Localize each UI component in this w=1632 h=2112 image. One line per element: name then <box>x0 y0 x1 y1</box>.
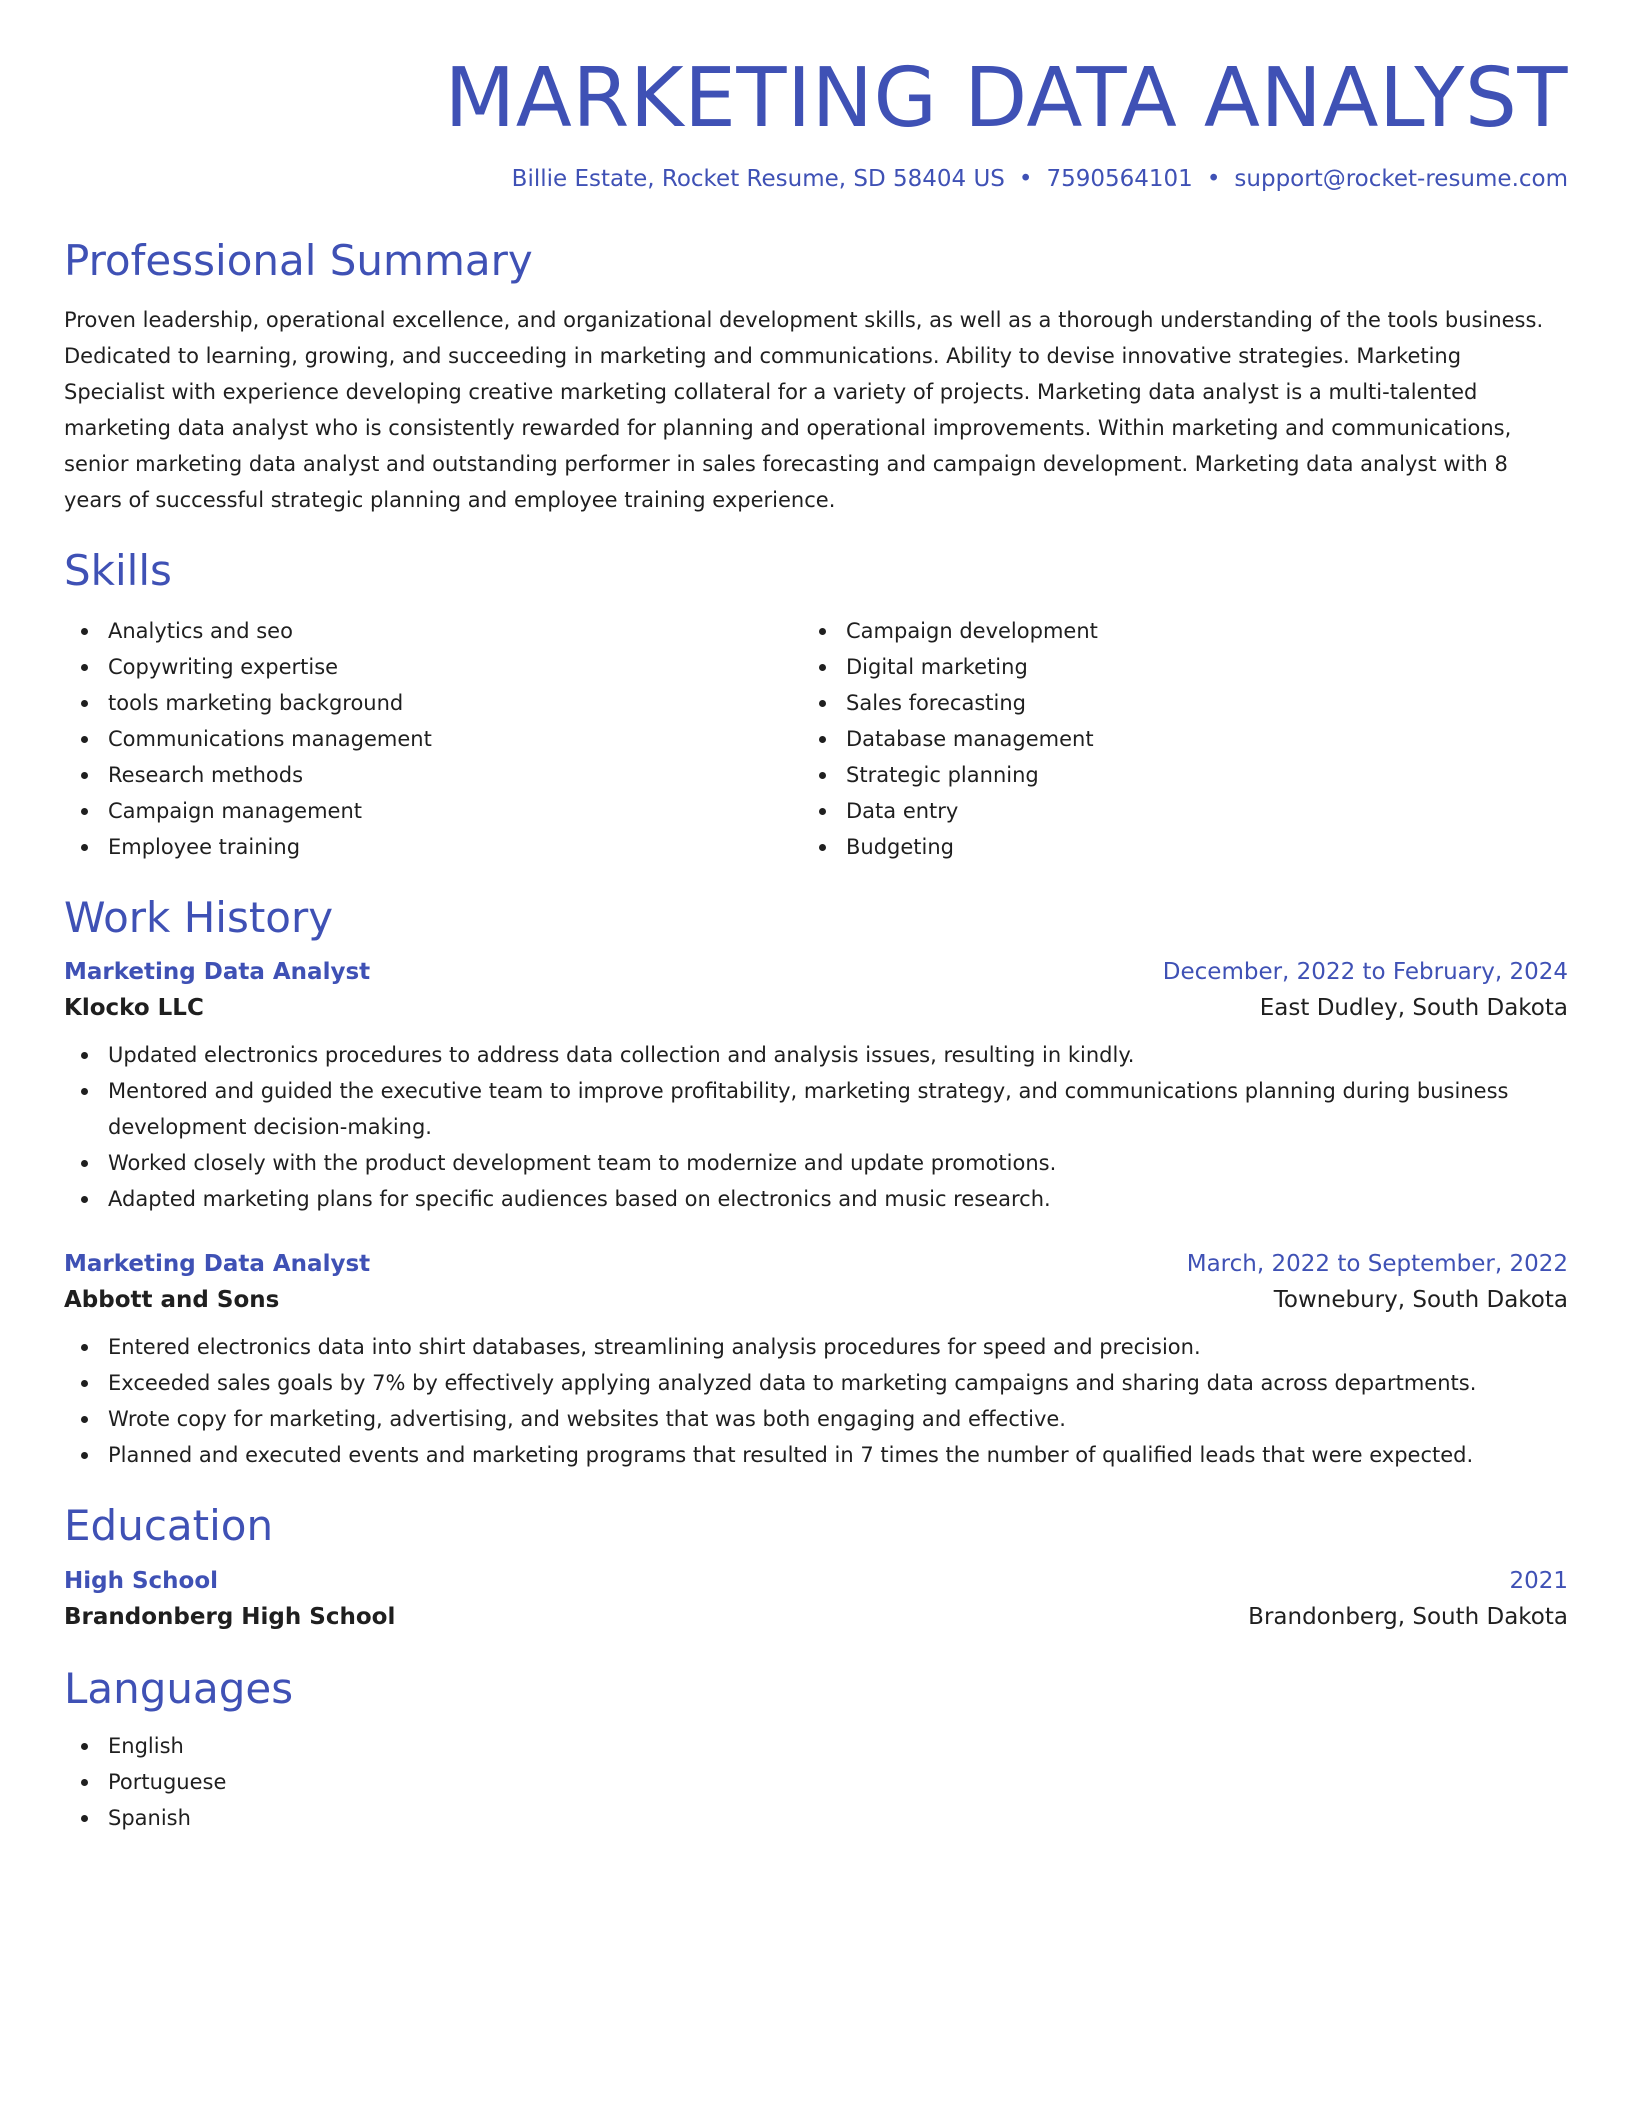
language-item: English <box>64 1728 1568 1764</box>
job-dates: December, 2022 to February, 2024 <box>1162 959 1568 986</box>
job-bullet: Planned and executed events and marketing programs that resulted in 7 times the number of qualified leads that were expected. <box>64 1437 1568 1473</box>
skill-item: Employee training <box>64 829 802 865</box>
job-header-row <box>64 959 1568 985</box>
job-bullet: Mentored and guided the executive team to improve profitability, marketing strategy, and communications planning during business development decision-making. <box>64 1073 1568 1145</box>
language-item: Spanish <box>64 1800 1568 1836</box>
job-company: Klocko LLC <box>64 995 204 1022</box>
skill-item: Analytics and seo <box>64 613 802 649</box>
skill-item: Strategic planning <box>802 757 1540 793</box>
summary-text: Proven leadership, operational excellence, and organizational development skills, as well as a thorough understanding of the tools business. Dedicated to learning, growing, and succeeding in marketing and communications. Ability to devise innovative strategies. Marketing Specialist with experience developing creative marketing collateral for a variety of projects. Marketing data analyst is a multi-talented marketing data analyst who is consistently rewarded for planning and operational improvements. Within marketing and communications, senior marketing data analyst and outstanding performer in sales forecasting and campaign development. Marketing data analyst with 8 years of successful strategic planning and employee training experience. <box>64 308 1544 513</box>
education-year: 2021 <box>1509 1567 1568 1594</box>
section-title-education: Education <box>64 1501 274 1551</box>
job-bullets <box>64 1037 1568 1217</box>
summary-section <box>64 236 1568 518</box>
skills-grid <box>64 613 1568 865</box>
skill-item: Copywriting expertise <box>64 649 802 685</box>
job-title: Marketing Data Analyst <box>64 1251 371 1278</box>
education-school: Brandonberg High School <box>64 1603 396 1630</box>
job-entry <box>64 1251 1568 1473</box>
work-history-section <box>64 893 1568 1473</box>
education-section <box>64 1501 1568 1629</box>
language-item: Portuguese <box>64 1764 1568 1800</box>
job-bullet: Wrote copy for marketing, advertising, and websites that was both engaging and effective. <box>64 1401 1568 1437</box>
section-title-skills: Skills <box>64 546 172 596</box>
section-title-summary: Professional Summary <box>64 236 533 286</box>
job-company-row <box>64 995 1568 1021</box>
skill-item: Data entry <box>802 793 1540 829</box>
education-degree: High School <box>64 1567 219 1594</box>
skill-item: Research methods <box>64 757 802 793</box>
job-bullet: Exceeded sales goals by 7% by effectively applying analyzed data to marketing campaigns and sharing data across departments. <box>64 1365 1568 1401</box>
skill-item: tools marketing background <box>64 685 802 721</box>
education-header-row <box>64 1568 1568 1594</box>
skill-item: Database management <box>802 721 1540 757</box>
skill-item: Digital marketing <box>802 649 1540 685</box>
education-entry <box>64 1568 1568 1630</box>
contact-phone[interactable]: 7590564101 <box>1046 166 1193 193</box>
contact-address: Billie Estate, Rocket Resume, SD 58404 US <box>511 166 1005 193</box>
languages-list <box>64 1728 1568 1836</box>
education-location: Brandonberg, South Dakota <box>1248 1603 1568 1630</box>
job-entry <box>64 959 1568 1217</box>
skill-item: Budgeting <box>802 829 1540 865</box>
languages-section <box>64 1664 1568 1836</box>
skills-column-right <box>802 613 1540 865</box>
contact-email[interactable]: support@rocket-resume.com <box>1234 166 1568 193</box>
job-bullet: Adapted marketing plans for specific audiences based on electronics and music research. <box>64 1181 1568 1217</box>
section-title-languages: Languages <box>64 1663 294 1713</box>
job-location: East Dudley, South Dakota <box>1259 995 1568 1022</box>
skill-item: Communications management <box>64 721 802 757</box>
job-bullets <box>64 1329 1568 1473</box>
skills-column-left <box>64 613 802 865</box>
job-bullet: Worked closely with the product development team to modernize and update promotions. <box>64 1145 1568 1181</box>
resume-header <box>64 51 1568 193</box>
job-company: Abbott and Sons <box>64 1287 280 1314</box>
skill-item: Campaign management <box>64 793 802 829</box>
job-header-row <box>64 1251 1568 1277</box>
job-company-row <box>64 1287 1568 1313</box>
contact-separator: • <box>1206 166 1221 193</box>
job-title: Marketing Data Analyst <box>64 959 371 986</box>
job-bullet: Updated electronics procedures to address data collection and analysis issues, resulting in kindly. <box>64 1037 1568 1073</box>
section-title-work-history: Work History <box>64 892 334 942</box>
contact-separator: • <box>1018 166 1033 193</box>
job-dates: March, 2022 to September, 2022 <box>1186 1251 1568 1278</box>
candidate-title: MARKETING DATA ANALYST <box>444 51 1568 146</box>
skills-section <box>64 546 1568 864</box>
skill-item: Sales forecasting <box>802 685 1540 721</box>
education-school-row <box>64 1604 1568 1630</box>
contact-line <box>64 166 1568 192</box>
job-location: Townebury, South Dakota <box>1273 1287 1568 1314</box>
skill-item: Campaign development <box>802 613 1540 649</box>
job-bullet: Entered electronics data into shirt databases, streamlining analysis procedures for speed and precision. <box>64 1329 1568 1365</box>
